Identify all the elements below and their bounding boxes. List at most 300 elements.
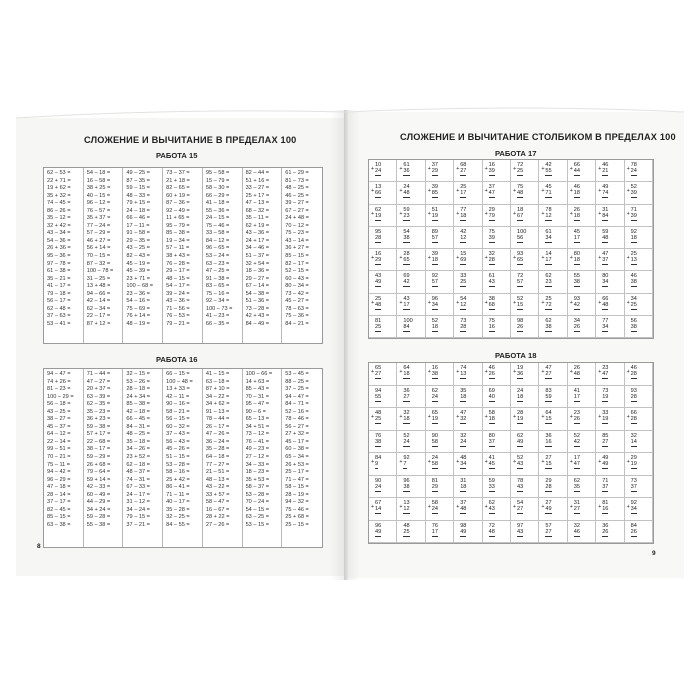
exercise: 38 + 25 = xyxy=(86,185,111,192)
exercise: 25 + 42 = xyxy=(166,476,190,483)
operand-bottom: 38 xyxy=(545,323,552,330)
operand-bottom: 17 xyxy=(573,393,581,400)
column-exercise xyxy=(426,294,454,316)
exercise: 35 + 37 = xyxy=(86,215,111,222)
operand-top: 78 xyxy=(545,206,552,213)
left-page-title: СЛОЖЕНИЕ И ВЫЧИТАНИЕ В ПРЕДЕЛАХ 100 xyxy=(84,135,297,145)
operand-top: 16 xyxy=(488,162,495,168)
column-exercise xyxy=(369,431,397,454)
exercise: 45 – 26 = xyxy=(166,446,190,453)
column-exercise xyxy=(539,431,567,454)
exercise: 36 + 27 = xyxy=(285,245,309,252)
operand-top: 61 xyxy=(403,162,410,168)
operator: + xyxy=(598,255,602,261)
exercise-column xyxy=(44,168,84,343)
column-exercise xyxy=(568,316,596,338)
operand-bottom: 32 xyxy=(460,416,467,422)
operand-top: 23 xyxy=(602,365,609,371)
exercise: 51 – 36 = xyxy=(245,298,270,305)
exercise: 51 + 16 = xyxy=(245,177,270,184)
exercise: 95 – 47 = xyxy=(245,401,270,408)
operator: + xyxy=(484,188,488,195)
exercise: 14 + 63 = xyxy=(245,378,270,385)
operand-bottom: 19 xyxy=(630,461,637,467)
operand-bottom: 34 xyxy=(431,301,439,308)
exercise: 35 – 21 = xyxy=(47,275,71,282)
operand-top: 52 xyxy=(516,455,524,461)
operand-bottom: 18 xyxy=(573,190,581,197)
operand-bottom: 17 xyxy=(403,301,410,308)
exercise: 79 – 21 = xyxy=(166,320,190,327)
operator: + xyxy=(541,166,545,172)
column-exercise xyxy=(596,431,624,454)
column-exercise xyxy=(397,294,425,316)
exercise: 47 – 13 = xyxy=(245,200,270,207)
exercise: 81 – 73 = xyxy=(285,177,309,184)
operand-top: 92 xyxy=(630,228,637,235)
operator: + xyxy=(541,188,545,195)
column-exercise xyxy=(539,363,567,386)
operator: + xyxy=(598,414,602,420)
operand-bottom: 27 xyxy=(375,371,382,377)
exercise-column xyxy=(44,369,84,547)
operand-top: 29 xyxy=(630,455,637,461)
column-exercise xyxy=(483,363,511,386)
operand-bottom: 49 xyxy=(516,438,524,445)
column-exercise xyxy=(454,160,482,182)
column-exercise xyxy=(625,363,653,386)
column-exercise xyxy=(511,476,539,499)
exercise: 33 – 27 = xyxy=(245,185,270,192)
operator: + xyxy=(626,369,630,375)
operand-top: 55 xyxy=(573,273,581,280)
operand-bottom: 9 xyxy=(375,461,379,467)
exercise: 91 – 38 = xyxy=(205,275,230,282)
operator: + xyxy=(371,459,375,465)
column-exercise xyxy=(539,160,567,182)
operator: + xyxy=(427,369,431,375)
operand-top: 37 xyxy=(431,162,439,168)
operand-bottom: 28 xyxy=(630,416,637,422)
operand-top: 72 xyxy=(488,522,495,529)
operand-bottom: 24 xyxy=(403,438,410,445)
exercise: 37 – 43 = xyxy=(166,431,190,438)
column-exercise xyxy=(397,271,425,293)
exercise: 13 + 48 = xyxy=(86,283,111,290)
column-exercise xyxy=(454,227,482,249)
exercise: 25 – 15 = xyxy=(285,521,309,528)
column-exercise xyxy=(454,363,482,386)
operand-top: 45 xyxy=(545,184,552,191)
exercise: 58 – 30 = xyxy=(205,185,230,192)
exercise: 33 – 58 = xyxy=(205,230,230,237)
column-exercise xyxy=(454,249,482,271)
exercise: 59 – 15 = xyxy=(126,185,150,192)
operand-top: 52 xyxy=(573,432,581,439)
exercise: 56 – 43 = xyxy=(166,438,190,445)
operand-top: 16 xyxy=(431,365,439,371)
operand-bottom: 40 xyxy=(488,393,495,400)
column-exercise xyxy=(426,408,454,431)
exercise: 66 – 15 = xyxy=(166,371,190,377)
exercise: 56 – 18 = xyxy=(47,401,71,408)
exercise: 38 – 27 = xyxy=(47,416,71,423)
column-exercise xyxy=(596,453,624,476)
column-exercise xyxy=(511,271,539,293)
operand-bottom: 42 xyxy=(573,438,581,445)
operand-top: 92 xyxy=(403,455,410,461)
operand-bottom: 17 xyxy=(431,528,439,535)
operand-top: 46 xyxy=(602,162,609,168)
exercise: 35 + 32 = xyxy=(47,192,71,199)
exercise: 65 – 34 = xyxy=(285,454,309,461)
exercise: 94 – 66 = xyxy=(86,290,111,297)
operand-bottom: 43 xyxy=(488,506,495,512)
column-exercise xyxy=(483,316,511,338)
column-exercise xyxy=(511,521,539,544)
exercise: 35 – 28 = xyxy=(205,446,230,453)
operand-top: 62 xyxy=(431,387,439,394)
column-exercise xyxy=(454,294,482,316)
exercise: 88 – 25 = xyxy=(285,378,309,385)
column-exercise xyxy=(454,431,482,454)
column-exercise xyxy=(454,408,482,431)
column-exercise xyxy=(454,453,482,476)
exercise: 28 – 18 = xyxy=(126,386,150,393)
exercise: 63 – 25 = xyxy=(245,514,270,521)
operand-top: 73 xyxy=(602,387,609,394)
operator: + xyxy=(456,369,460,375)
operand-bottom: 84 xyxy=(403,323,410,330)
operand-bottom: 16 xyxy=(545,438,552,445)
operand-bottom: 24 xyxy=(460,438,467,445)
operand-top: 73 xyxy=(460,317,467,324)
exercise: 82 – 45 = xyxy=(47,506,71,513)
exercise: 60 – 38 = xyxy=(285,446,309,453)
operand-top: 62 xyxy=(516,432,524,439)
operand-bottom: 19 xyxy=(602,416,609,422)
exercise: 41 – 18 = xyxy=(205,200,230,207)
operand-top: 66 xyxy=(573,162,581,168)
column-exercise xyxy=(596,363,624,386)
exercise: 31 – 25 = xyxy=(86,275,111,282)
operand-bottom: 15 xyxy=(545,461,552,467)
right-page-title: СЛОЖЕНИЕ И ВЫЧИТАНИЕ СТОЛБИКОМ В ПРЕДЕЛАХ 100 xyxy=(400,132,676,142)
exercise-column xyxy=(282,168,322,343)
column-exercise xyxy=(568,182,596,204)
operand-bottom: 48 xyxy=(516,190,524,197)
exercise: 43 – 34 = xyxy=(47,230,71,237)
operand-top: 31 xyxy=(573,500,581,506)
column-exercise xyxy=(426,363,454,386)
operand-top: 52 xyxy=(431,317,439,324)
column-exercise xyxy=(454,182,482,204)
exercise: 35 – 23 = xyxy=(86,408,111,415)
column-exercise xyxy=(539,294,567,316)
operand-top: 26 xyxy=(573,365,581,371)
exercise: 82 – 43 = xyxy=(126,253,150,260)
exercise: 41 – 23 = xyxy=(205,313,230,320)
column-exercise xyxy=(483,249,511,271)
operand-top: 43 xyxy=(375,273,382,280)
operand-top: 27 xyxy=(545,455,552,461)
exercise: 71 – 56 = xyxy=(166,305,190,312)
operand-bottom: 46 xyxy=(573,528,581,535)
exercise: 96 – 65 = xyxy=(205,245,230,252)
operator: + xyxy=(456,504,460,510)
exercise-column xyxy=(163,168,203,343)
operand-top: 32 xyxy=(630,432,637,439)
operand-top: 98 xyxy=(516,317,524,324)
operator: + xyxy=(427,255,431,261)
operand-top: 45 xyxy=(573,228,581,235)
column-exercise xyxy=(426,453,454,476)
operand-top: 32 xyxy=(573,522,581,529)
exercise: 82 – 65 = xyxy=(166,185,190,192)
operand-bottom: 15 xyxy=(545,416,552,422)
exercise: 42 – 18 = xyxy=(126,408,150,415)
exercise: 32 – 25 = xyxy=(166,514,190,521)
operand-top: 58 xyxy=(488,410,495,416)
operand-bottom: 12 xyxy=(403,506,410,512)
operand-top: 41 xyxy=(573,387,581,394)
column-exercise xyxy=(454,271,482,293)
column-exercise xyxy=(511,408,539,431)
exercise: 70 – 31 = xyxy=(245,393,270,400)
exercise: 68 – 32 = xyxy=(245,207,270,214)
operator: + xyxy=(569,369,573,375)
operator: + xyxy=(399,210,403,217)
operand-bottom: 27 xyxy=(460,168,467,174)
exercise: 87 – 32 = xyxy=(86,260,111,267)
column-exercise xyxy=(454,205,482,227)
column-exercise xyxy=(426,498,454,521)
operand-bottom: 43 xyxy=(516,461,524,467)
operand-bottom: 34 xyxy=(545,234,552,241)
operand-top: 48 xyxy=(403,522,410,529)
exercise: 43 – 36 = xyxy=(166,298,190,305)
right-page-number: 9 xyxy=(652,550,656,557)
operand-top: 52 xyxy=(630,184,637,191)
exercise: 22 + 71 = xyxy=(47,177,71,184)
exercise: 48 – 25 = xyxy=(126,431,150,438)
operator: + xyxy=(598,504,602,510)
exercise: 45 – 39 = xyxy=(126,268,150,275)
operand-bottom: 18 xyxy=(431,257,439,263)
exercise: 52 – 16 = xyxy=(285,408,309,415)
operand-top: 39 xyxy=(431,251,439,257)
exercise: 82 – 17 = xyxy=(285,260,309,267)
operand-bottom: 24 xyxy=(375,483,382,490)
exercise: 40 – 17 = xyxy=(166,499,190,506)
operand-top: 71 xyxy=(630,206,637,213)
column-exercise xyxy=(426,386,454,409)
operand-bottom: 49 xyxy=(375,528,382,535)
column-exercise xyxy=(568,498,596,521)
operand-top: 76 xyxy=(375,432,382,439)
exercise: 99 – 51 = xyxy=(47,446,71,453)
operand-bottom: 19 xyxy=(375,212,382,219)
operand-bottom: 65 xyxy=(516,257,524,263)
operand-bottom: 55 xyxy=(375,393,382,400)
column-exercise xyxy=(625,249,653,271)
operand-top: 43 xyxy=(403,295,410,302)
operand-bottom: 37 xyxy=(488,438,495,445)
exercise: 43 – 25 = xyxy=(47,408,71,415)
operator: + xyxy=(399,414,403,420)
operand-top: 27 xyxy=(545,500,552,506)
exercise: 47 – 27 = xyxy=(86,378,111,385)
exercise: 73 – 12 = xyxy=(245,431,270,438)
operator: + xyxy=(484,166,488,172)
exercise: 79 + 15 = xyxy=(126,200,151,207)
exercise: 35 – 18 = xyxy=(126,438,150,445)
operand-bottom: 38 xyxy=(403,234,410,241)
operand-bottom: 58 xyxy=(431,461,439,467)
exercise: 76 – 53 = xyxy=(166,313,190,320)
column-exercise xyxy=(596,271,624,293)
operand-top: 59 xyxy=(488,477,495,484)
operand-bottom: 17 xyxy=(545,257,552,263)
operand-top: 75 xyxy=(488,228,495,235)
operand-top: 39 xyxy=(431,184,439,191)
exercise: 54 – 38 = xyxy=(245,290,270,297)
operand-top: 33 xyxy=(602,410,609,416)
exercise: 62 – 35 = xyxy=(86,401,111,408)
exercise: 73 – 37 = xyxy=(166,170,190,176)
operand-top: 36 xyxy=(403,387,410,394)
operand-top: 25 xyxy=(460,184,467,191)
operand-bottom: 57 xyxy=(516,279,524,286)
column-exercise xyxy=(568,294,596,316)
operator: + xyxy=(598,369,602,375)
operand-bottom: 26 xyxy=(488,371,495,377)
column-exercise xyxy=(426,182,454,204)
operand-top: 25 xyxy=(545,295,552,302)
column-exercise xyxy=(625,431,653,454)
operand-top: 75 xyxy=(516,184,524,191)
operand-top: 64 xyxy=(403,365,410,371)
column-exercise xyxy=(568,249,596,271)
operator: + xyxy=(541,414,545,420)
operand-bottom: 24 xyxy=(375,168,382,174)
operand-bottom: 14 xyxy=(630,438,637,445)
exercise: 26 – 17 = xyxy=(205,423,230,430)
exercise: 95 – 79 = xyxy=(166,222,190,229)
column-exercise xyxy=(397,363,425,386)
operator: + xyxy=(569,459,573,465)
column-exercise xyxy=(596,476,624,499)
exercise: 43 – 36 = xyxy=(245,230,270,237)
exercise: 94 – 42 = xyxy=(47,469,71,476)
exercise: 70 – 24 = xyxy=(245,499,270,506)
exercise: 78 – 46 = xyxy=(285,416,309,423)
column-exercise xyxy=(369,182,397,204)
operand-top: 77 xyxy=(602,317,609,324)
operand-bottom: 58 xyxy=(431,438,439,445)
operand-bottom: 27 xyxy=(545,371,552,377)
operand-top: 52 xyxy=(403,432,410,439)
column-exercise xyxy=(454,521,482,544)
work17-grid xyxy=(368,159,654,339)
operand-bottom: 47 xyxy=(573,461,581,467)
operand-bottom: 74 xyxy=(602,190,609,197)
operand-top: 13 xyxy=(403,500,410,506)
exercise: 22 – 17 = xyxy=(86,313,111,320)
exercise: 85 – 43 = xyxy=(245,386,270,393)
exercise: 53 – 26 = xyxy=(126,378,150,385)
operator: + xyxy=(427,166,431,172)
operand-bottom: 56 xyxy=(516,234,524,241)
operand-bottom: 43 xyxy=(488,279,495,286)
exercise: 91 – 58 = xyxy=(126,230,150,237)
operator: + xyxy=(569,255,573,261)
exercise: 74 + 26 = xyxy=(47,378,71,385)
column-exercise xyxy=(397,521,425,544)
exercise: 75 – 36 = xyxy=(285,313,309,320)
operator: + xyxy=(371,299,375,306)
column-exercise xyxy=(454,316,482,338)
column-exercise xyxy=(539,249,567,271)
exercise: 53 – 41 = xyxy=(47,320,71,327)
column-exercise xyxy=(397,182,425,204)
operand-bottom: 34 xyxy=(602,323,609,330)
operand-top: 46 xyxy=(488,365,495,371)
operator: + xyxy=(541,459,545,465)
column-exercise xyxy=(454,498,482,521)
exercise: 63 – 23 = xyxy=(205,260,230,267)
exercise: 27 – 12 = xyxy=(245,454,270,461)
operand-bottom: 26 xyxy=(516,323,524,330)
exercise: 49 – 25 = xyxy=(126,170,150,176)
exercise: 64 – 12 = xyxy=(47,431,71,438)
operand-top: 84 xyxy=(375,455,382,461)
operator: + xyxy=(512,255,517,261)
exercise: 76 – 41 = xyxy=(245,438,270,445)
operand-top: 59 xyxy=(602,228,609,235)
operator: + xyxy=(512,414,517,420)
column-exercise xyxy=(369,408,397,431)
operand-bottom: 27 xyxy=(403,393,410,400)
operand-top: 72 xyxy=(516,273,524,280)
exercise: 85 – 38 = xyxy=(126,401,150,408)
operand-bottom: 85 xyxy=(431,190,439,197)
column-exercise xyxy=(483,205,511,227)
exercise: 78 – 44 = xyxy=(205,416,230,423)
operand-bottom: 36 xyxy=(403,168,410,174)
exercise: 16 – 67 = xyxy=(205,506,230,513)
operator: + xyxy=(512,459,517,465)
operand-top: 47 xyxy=(545,365,552,371)
operand-bottom: 55 xyxy=(545,168,552,174)
exercise: 47 – 18 = xyxy=(47,484,71,491)
exercise: 59 – 28 = xyxy=(86,514,111,521)
operand-bottom: 29 xyxy=(431,168,439,174)
column-exercise xyxy=(625,182,653,204)
exercise: 48 – 25 = xyxy=(285,185,309,192)
operand-top: 62 xyxy=(573,477,581,484)
operand-top: 46 xyxy=(630,273,637,280)
operand-top: 62 xyxy=(488,500,495,506)
operand-top: 62 xyxy=(545,273,552,280)
operand-bottom: 48 xyxy=(460,506,467,512)
exercise: 79 – 64 = xyxy=(86,469,111,476)
exercise: 57 – 29 = xyxy=(86,230,111,237)
column-exercise xyxy=(483,294,511,316)
exercise: 62 + 19 = xyxy=(245,222,270,229)
operand-bottom: 25 xyxy=(630,301,637,308)
column-exercise xyxy=(511,386,539,409)
